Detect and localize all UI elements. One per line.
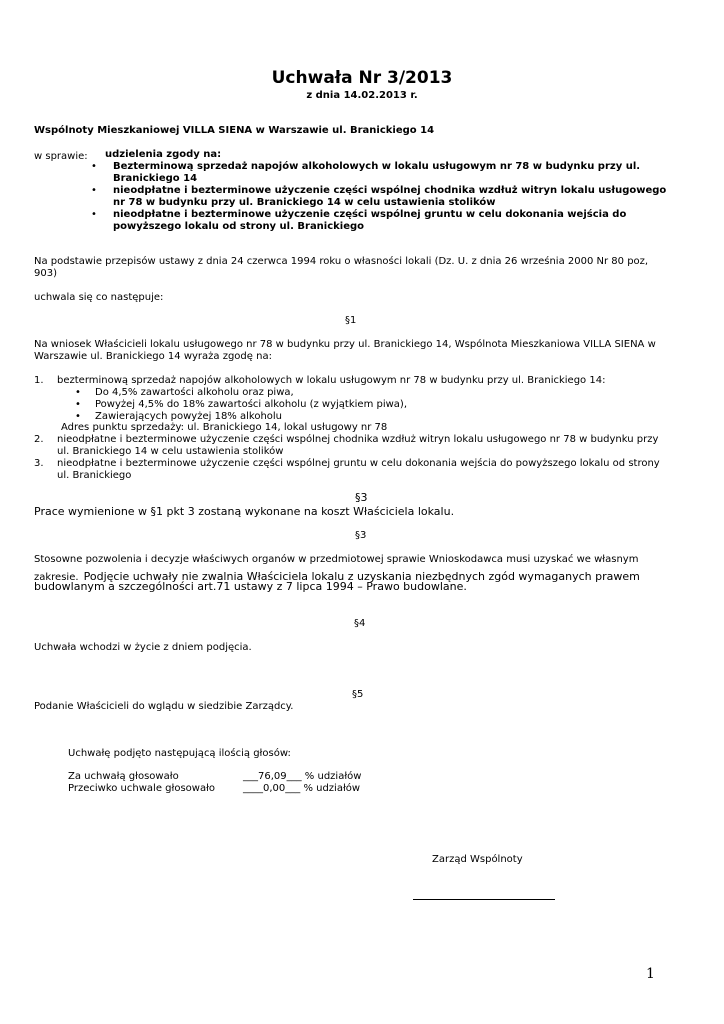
resolution-intro: uchwala się co następuje:: [34, 292, 164, 303]
list-number: 2.: [34, 434, 44, 445]
section-3a-text: Prace wymienione w §1 pkt 3 zostaną wykonane na koszt Właściciela lokalu.: [34, 505, 455, 518]
section-3b-line: budowlanym a szczególności art.71 ustawy z 7 lipca 1994 – Prawo budowlane.: [34, 580, 467, 593]
bullet-icon: •: [75, 411, 81, 422]
sprawa-item-line: nieodpłatne i bezterminowe użyczenie części wspólnej chodnika wzdłuż witryn lokalu usługowego: [113, 185, 667, 196]
sprawa-item-line: powyższego lokalu od strony ul. Branickiego: [113, 221, 365, 232]
list-number: 3.: [34, 458, 44, 469]
bullet-icon: •: [91, 209, 97, 220]
section-3b-line: Stosowne pozwolenia i decyzje właściwych organów w przedmiotowej sprawie Wnioskodawca musi uzyskać we własnym: [34, 554, 639, 565]
document-date: z dnia 14.02.2013 r.: [306, 90, 418, 101]
section-5-heading: §5: [352, 689, 364, 700]
list-item-text: ul. Branickiego 14 w celu ustawienia stolików: [57, 446, 284, 457]
votes-for-value: ___76,09___ % udziałów: [243, 771, 362, 782]
votes-for-label: Za uchwałą głosowało: [68, 771, 179, 782]
sub-list-item: Do 4,5% zawartości alkoholu oraz piwa,: [95, 387, 294, 398]
section-1-intro-line: Warszawie ul. Branickiego 14 wyraża zgodę na:: [34, 351, 272, 362]
sprawa-heading: udzielenia zgody na:: [105, 149, 222, 160]
sprawa-label: w sprawie:: [34, 151, 88, 162]
legal-basis-line: Na podstawie przepisów ustawy z dnia 24 czerwca 1994 roku o własności lokali (Dz. U. z dnia 26 września 2000 Nr 80 poz,: [34, 256, 649, 267]
section-1-heading: §1: [345, 315, 357, 326]
bullet-icon: •: [75, 387, 81, 398]
section-3b-line-rest: Podjęcie uchwały nie zwalnia Właściciela lokalu z uzyskania niezbędnych zgód wymaganych prawem: [83, 570, 640, 583]
organization-line: Wspólnoty Mieszkaniowej VILLA SIENA w Warszawie ul. Branickiego 14: [34, 125, 435, 136]
section-3b-heading: §3: [355, 530, 367, 541]
sprawa-item-line: nr 78 w budynku przy ul. Branickiego 14 w celu ustawienia stolików: [113, 197, 496, 208]
bullet-icon: •: [91, 161, 97, 172]
page-number: 1: [646, 966, 655, 982]
legal-basis-line: 903): [34, 268, 57, 279]
sprawa-item-line: Bezterminową sprzedaż napojów alkoholowych w lokalu usługowym nr 78 w budynku przy ul.: [113, 161, 641, 172]
bullet-icon: •: [91, 185, 97, 196]
sale-address: Adres punktu sprzedaży: ul. Branickiego 14, lokal usługowy nr 78: [61, 422, 388, 433]
signature-line: [413, 899, 555, 900]
bullet-icon: •: [75, 399, 81, 410]
sprawa-item-line: Branickiego 14: [113, 173, 198, 184]
list-item-text: bezterminową sprzedaż napojów alkoholowych w lokalu usługowym nr 78 w budynku przy ul. Branickiego 14:: [57, 375, 606, 386]
sub-list-item: Powyżej 4,5% do 18% zawartości alkoholu (z wyjątkiem piwa),: [95, 399, 407, 410]
sprawa-item-line: nieodpłatne i bezterminowe użyczenie części wspólnej gruntu w celu dokonania wejścia do: [113, 209, 627, 220]
section-1-intro-line: Na wniosek Właścicieli lokalu usługowego nr 78 w budynku przy ul. Branickiego 14, Wspólnota Mieszkaniowa VILLA SIENA w: [34, 339, 656, 350]
section-4-text: Uchwała wchodzi w życie z dniem podjęcia.: [34, 642, 252, 653]
section-5-text: Podanie Właścicieli do wglądu w siedzibie Zarządcy.: [34, 701, 294, 712]
document-title: Uchwała Nr 3/2013: [271, 68, 453, 88]
votes-against-value: ____0,00___ % udziałów: [243, 783, 361, 794]
list-item-text: nieodpłatne i bezterminowe użyczenie części wspólnej chodnika wzdłuż witryn lokalu usługowego nr 78 w budynku przy: [57, 434, 659, 445]
votes-against-label: Przeciwko uchwale głosowało: [68, 783, 216, 794]
list-number: 1.: [34, 375, 44, 386]
section-3a-heading: §3: [355, 491, 368, 504]
sub-list-item: Zawierających powyżej 18% alkoholu: [95, 411, 283, 422]
signature-label: Zarząd Wspólnoty: [432, 854, 523, 865]
votes-intro: Uchwałę podjęto następującą ilością głosów:: [68, 748, 291, 759]
section-4-heading: §4: [354, 618, 366, 629]
list-item-text: ul. Branickiego: [57, 470, 132, 481]
list-item-text: nieodpłatne i bezterminowe użyczenie części wspólnej gruntu w celu dokonania wejścia do powyższego lokalu od strony: [57, 458, 660, 469]
section-3b-line-start: zakresie.: [34, 572, 79, 583]
